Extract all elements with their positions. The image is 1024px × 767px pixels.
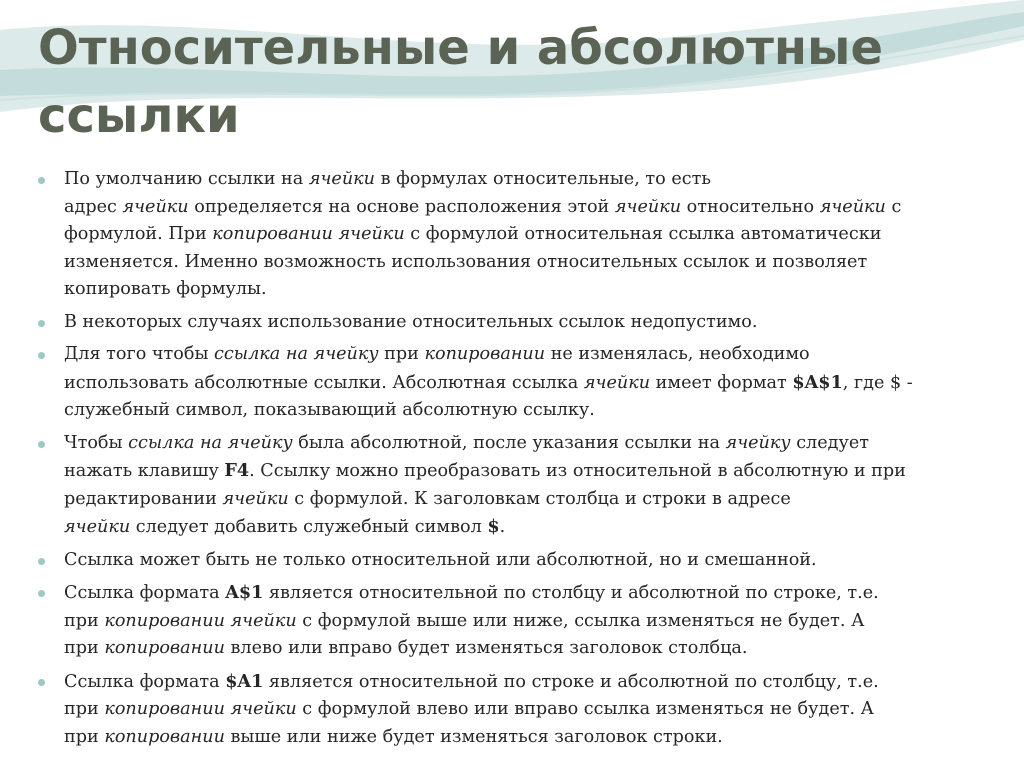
bullet-item	[38, 547, 998, 575]
bullet-dot-icon	[38, 441, 45, 448]
line: при копировании влево или вправо будет изменяться заголовок столбца.	[64, 638, 748, 658]
line: ячейки следует добавить служебный символ $.	[64, 516, 506, 537]
bullet-dot-icon	[38, 558, 45, 565]
line: использовать абсолютные ссылки. Абсолютная ссылка ячейки имеет формат $A$1, где $ -	[64, 371, 913, 393]
line: Ссылка формата $A1 является относительной по строке и абсолютной по столбцу, т.е.	[64, 670, 879, 692]
line: служебный символ, показывающий абсолютную ссылку.	[64, 400, 595, 420]
line: изменяется. Именно возможность использования относительных ссылок и позволяет	[64, 251, 868, 272]
bullet-dot-icon	[38, 590, 45, 597]
bullet-dot-icon	[38, 177, 45, 184]
bullet-dot-icon	[38, 679, 45, 686]
bullet-item	[38, 309, 998, 337]
line: В некоторых случаях использование относительных ссылок недопустимо.	[64, 311, 758, 332]
bullet-dot-icon	[38, 320, 45, 327]
bullet-item	[38, 668, 998, 752]
bullet-dot-icon	[38, 352, 45, 359]
bullet-list	[38, 166, 998, 756]
slide-title: Относительные и абсолютные ссылки	[38, 20, 884, 144]
bullet-item	[38, 166, 998, 304]
line: Для того чтобы ссылка на ячейку при копировании не изменялась, необходимо	[64, 344, 810, 364]
line: Ссылка формата A$1 является относительной по столбцу и абсолютной по строке, т.е.	[64, 582, 879, 603]
bullet-item	[38, 341, 998, 425]
line: редактировании ячейки с формулой. К заголовкам столбца и строки в адресе	[64, 488, 791, 509]
bullet-item	[38, 430, 998, 542]
line: при копировании выше или ниже будет изменяться заголовок строки.	[64, 726, 723, 747]
bullet-item	[38, 579, 998, 663]
line: Чтобы ссылка на ячейку была абсолютной, после указания ссылки на ячейку следует	[64, 432, 869, 453]
line: при копировании ячейки с формулой выше или ниже, ссылка изменяться не будет. А	[64, 610, 865, 631]
line: нажать клавишу F4. Ссылку можно преобразовать из относительной в абсолютную и при	[64, 460, 906, 481]
line: адрес ячейки определяется на основе расположения этой ячейки относительно ячейки с	[64, 196, 902, 217]
line: при копировании ячейки с формулой влево или вправо ссылка изменяться не будет. А	[64, 699, 874, 719]
line: Ссылка может быть не только относительной или абсолютной, но и смешанной.	[64, 549, 817, 570]
line: По умолчанию ссылки на ячейки в формулах относительные, то есть	[64, 169, 711, 189]
line: формулой. При копировании ячейки с формулой относительная ссылка автоматически	[64, 224, 882, 244]
line: копировать формулы.	[64, 279, 267, 299]
